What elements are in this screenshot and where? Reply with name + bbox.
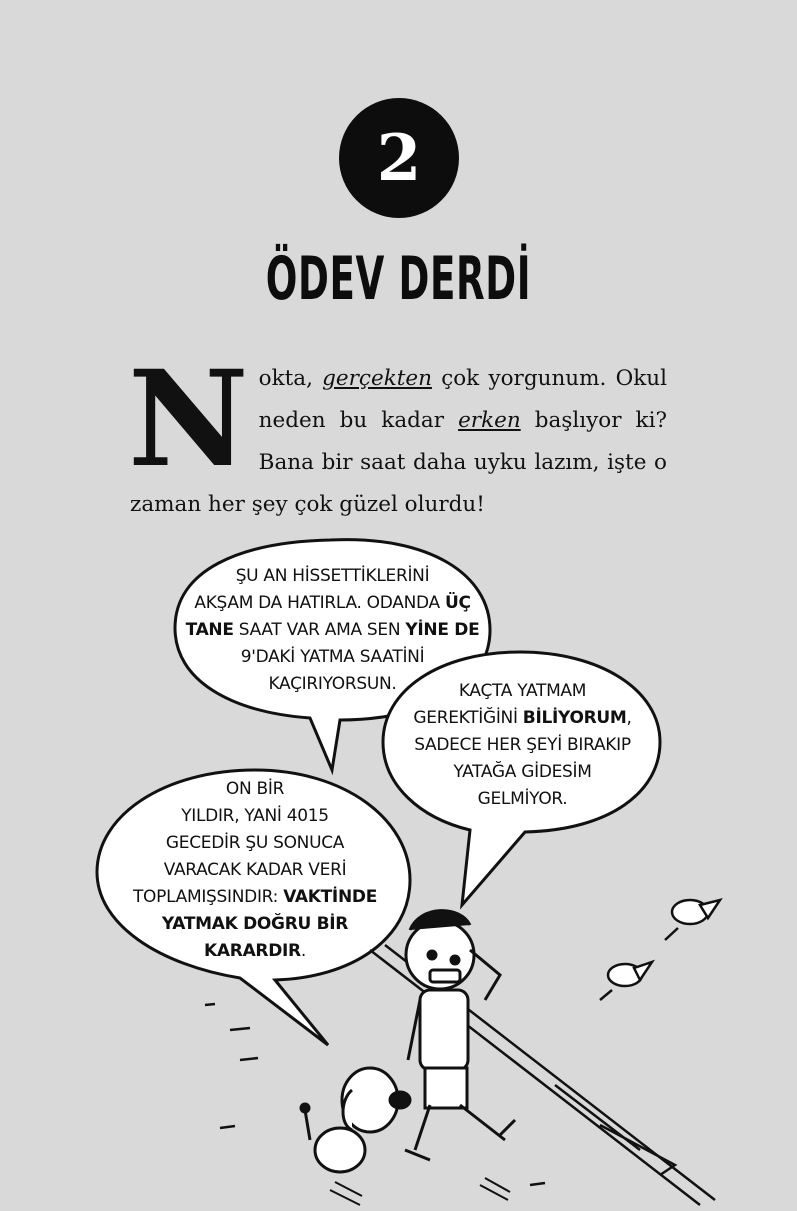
- intro-emphasis-2: erken: [458, 408, 521, 433]
- shadow-hatch: [330, 1178, 510, 1205]
- bubble-left-line: [110, 938, 400, 965]
- bubble-top-line: KAÇIRIYORSUN.: [268, 674, 397, 694]
- bubble-right-bold: BİLİYORUM: [522, 708, 627, 728]
- chapter-title: ÖDEV DERDİ: [265, 244, 532, 314]
- intro-emphasis-1: gerçekten: [322, 366, 432, 391]
- bubble-top-fragment: AKŞAM DA HATIRLA. ODANDA: [194, 593, 445, 613]
- bubble-right-line: KAÇTA YATMAM: [458, 681, 587, 701]
- bubble-top-line: 9'DAKİ YATMA SAATİNİ: [240, 647, 425, 667]
- bubble-right-line: SADECE HER ŞEYİ BIRAKIP: [414, 735, 631, 755]
- bubble-left-fragment: TOPLAMIŞSINDIR:: [132, 887, 284, 907]
- bubble-left-line: [110, 884, 400, 911]
- bubble-right-fragment: ,: [626, 708, 632, 728]
- dog-character: [301, 1068, 410, 1172]
- bubble-right-text: [390, 678, 655, 813]
- boy-character: [405, 911, 515, 1160]
- bubble-right-line: [390, 705, 655, 732]
- intro-text-3: başlıyor ki? Bana bir saat daha uyku lazım, işte o zaman her şey çok güzel olurdu!: [130, 408, 667, 517]
- intro-text-1: okta,: [258, 366, 323, 391]
- bubble-left-line: GECEDİR ŞU SONUCA: [165, 833, 345, 853]
- bird-icon: [600, 900, 720, 1000]
- bubble-top-bold: TANE: [185, 620, 234, 640]
- bubble-left-line: YILDIR, YANİ 4015: [181, 806, 329, 826]
- bubble-left-line: [110, 911, 400, 938]
- bubble-left-fragment: .: [300, 941, 306, 961]
- bubble-top-line: ŞU AN HİSSETTİKLERİNİ: [235, 566, 430, 586]
- bubble-left-bold: YATMAK DOĞRU BİR: [161, 914, 349, 934]
- bubble-top-fragment: SAAT VAR AMA SEN: [233, 620, 406, 640]
- bubble-left-line: ON BİR: [225, 779, 285, 799]
- bubble-top-line: [180, 590, 485, 617]
- bubble-top-line: [180, 617, 485, 644]
- bubble-right-line: GELMİYOR.: [477, 789, 568, 809]
- bubble-top-bold: ÜÇ: [444, 593, 471, 613]
- chapter-number: 2: [376, 120, 422, 196]
- drop-cap: N: [128, 342, 249, 497]
- bubble-right-fragment: GEREKTİĞİNİ: [413, 708, 523, 728]
- bubble-left-line: VARACAK KADAR VERİ: [163, 860, 347, 880]
- bubble-top-bold: YİNE DE: [405, 620, 480, 640]
- intro-text-2: çok yorgunum. Okul neden bu kadar: [258, 366, 667, 433]
- bubble-right-line: YATAĞA GİDESİM: [453, 762, 592, 782]
- bubble-left-bold: VAKTİNDE: [283, 887, 378, 907]
- bubble-left-bold: KARARDIR: [204, 941, 301, 961]
- bubble-left-text: [110, 776, 400, 965]
